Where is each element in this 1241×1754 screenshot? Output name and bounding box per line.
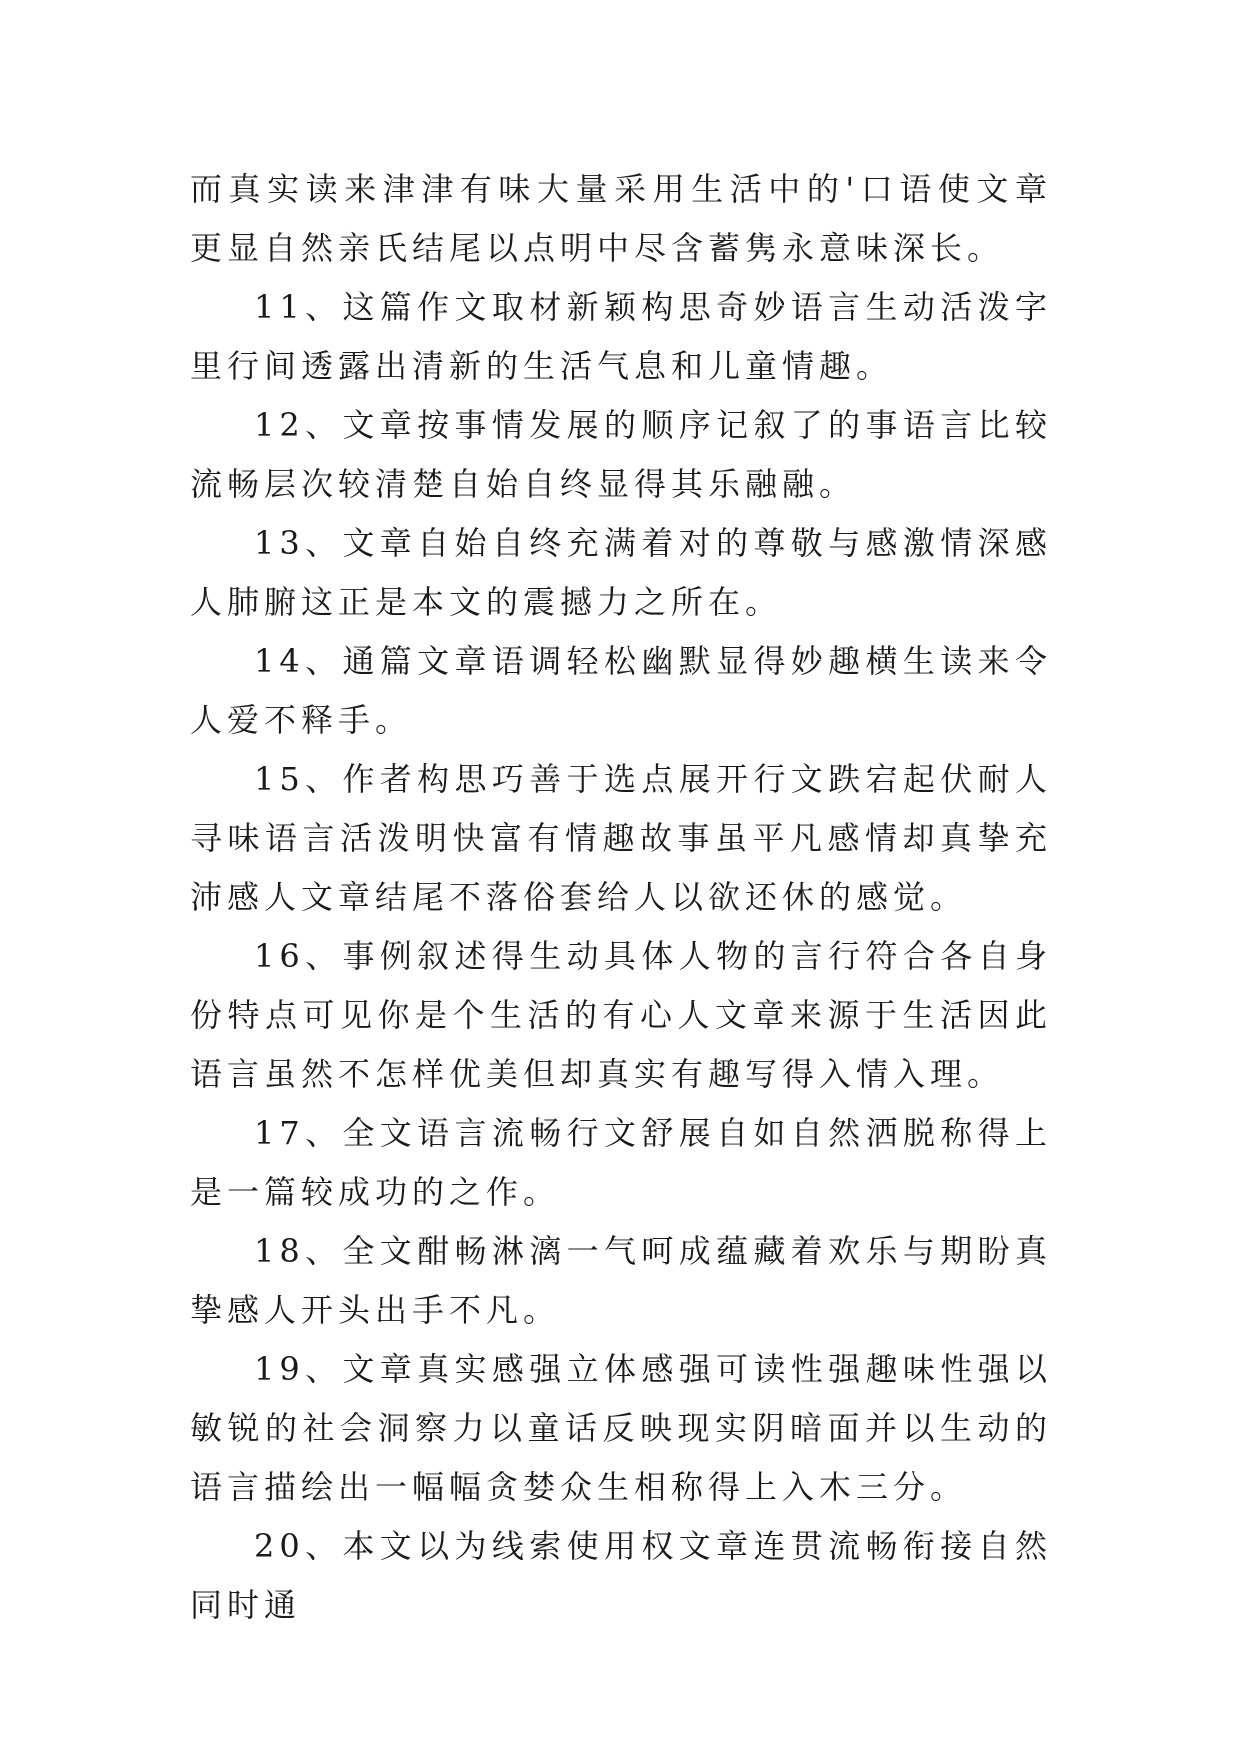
document-page — [190, 160, 1052, 1635]
paragraph-item-14: 14、通篇文章语调轻松幽默显得妙趣横生读来令人爱不释手。 — [190, 642, 1052, 739]
paragraph-item-18: 18、全文酣畅淋漓一气呵成蕴藏着欢乐与期盼真挚感人开头出手不凡。 — [190, 1232, 1052, 1329]
paragraph-item-17: 17、全文语言流畅行文舒展自如自然洒脱称得上是一篇较成功的之作。 — [190, 1114, 1052, 1211]
paragraph-continuation: 而真实读来津津有味大量采用生活中的'口语使文章更显自然亲氏结尾以点明中尽含蓄隽永意味深长。 — [190, 170, 1052, 267]
paragraph-item-15: 15、作者构思巧善于选点展开行文跌宕起伏耐人寻味语言活泼明快富有情趣故事虽平凡感情却真挚充沛感人文章结尾不落俗套给人以欲还休的感觉。 — [190, 760, 1052, 916]
paragraph-item-11: 11、这篇作文取材新颖构思奇妙语言生动活泼字里行间透露出清新的生活气息和儿童情趣。 — [190, 288, 1052, 385]
paragraph-item-20: 20、本文以为线索使用权文章连贯流畅衔接自然同时通 — [190, 1527, 1052, 1624]
paragraph-item-13: 13、文章自始自终充满着对的尊敬与感激情深感人肺腑这正是本文的震撼力之所在。 — [190, 524, 1052, 621]
paragraph-item-16: 16、事例叙述得生动具体人物的言行符合各自身份特点可见你是个生活的有心人文章来源于生活因此语言虽然不怎样优美但却真实有趣写得入情入理。 — [190, 937, 1052, 1093]
paragraph-item-19: 19、文章真实感强立体感强可读性强趣味性强以敏锐的社会洞察力以童话反映现实阴暗面并以生动的语言描绘出一幅幅贪婪众生相称得上入木三分。 — [190, 1350, 1052, 1506]
paragraph-item-12: 12、文章按事情发展的顺序记叙了的事语言比较流畅层次较清楚自始自终显得其乐融融。 — [190, 406, 1052, 503]
